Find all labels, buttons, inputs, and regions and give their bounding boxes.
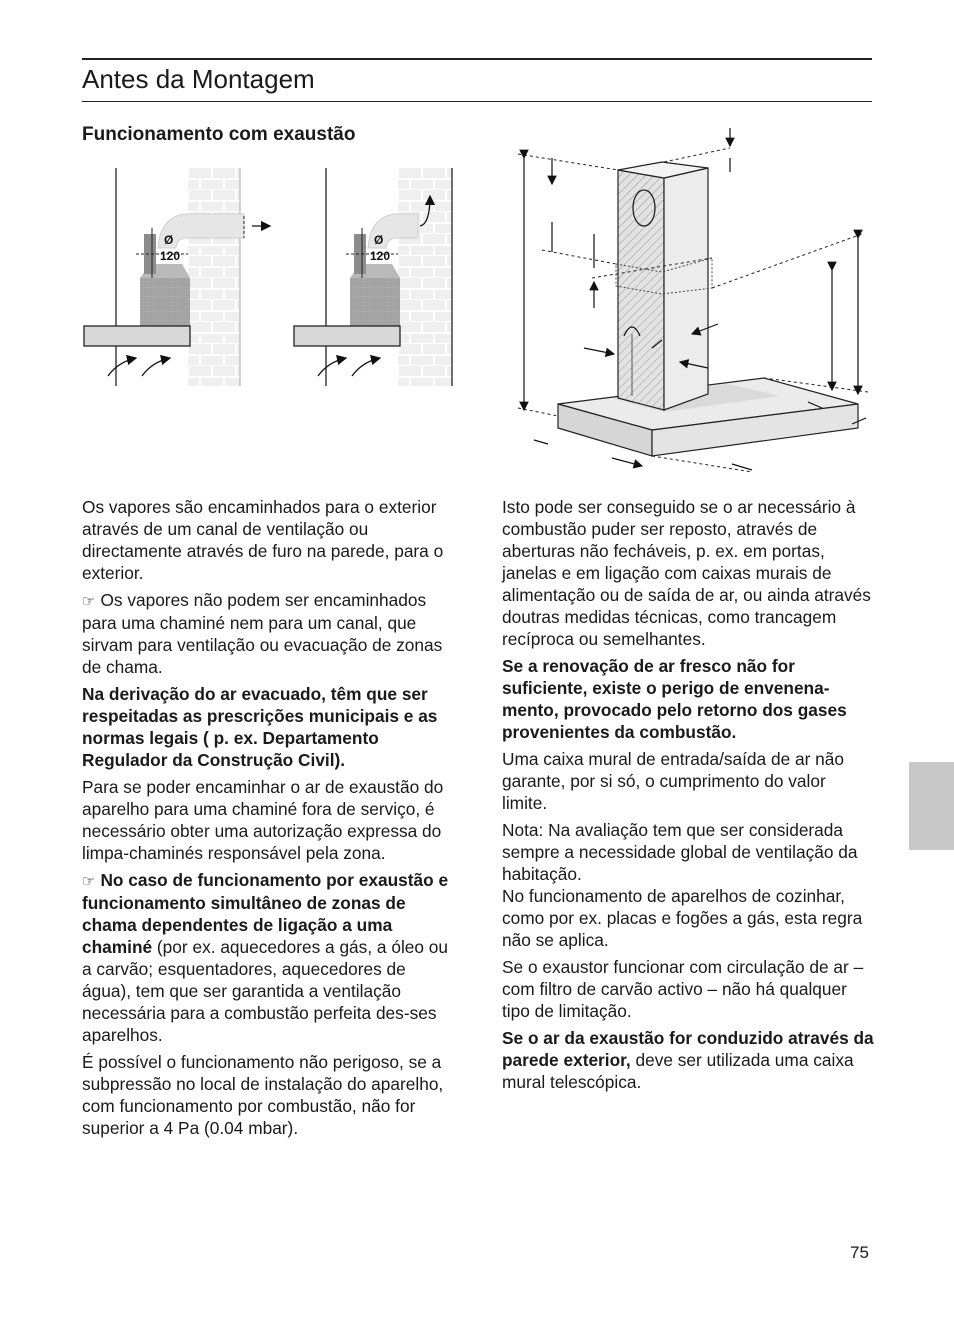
diameter-value: 120 (160, 249, 181, 263)
paragraph: Para se poder encaminhar o ar de exaustão do aparelho para uma chaminé fora de serviço, é necessário obter uma autorização expressa do limpa-chaminés responsável pela zona. (82, 777, 444, 863)
paragraph: É possível o funcionamento não perigoso, se a subpressão no local de instalação do aparelho, com funcionamento por combustão, não for superior a 4 Pa (0.04 mbar). (82, 1052, 444, 1138)
wall-exhaust-diagram (294, 168, 459, 388)
bold-paragraph: Na derivação do ar evacuado, têm que ser respeitadas as prescrições municipais e as normas legais ( p. ex. Departamento Regulador da Construção Civil). (82, 684, 438, 770)
diameter-symbol: Ø (164, 233, 174, 247)
left-text-column (82, 496, 454, 1144)
paragraph: Uma caixa mural de entrada/saída de ar não garante, por si só, o cumprimento do valor limite. (502, 749, 844, 813)
page-title: Antes da Montagem (82, 64, 315, 94)
header-rule-top (82, 58, 872, 60)
duct-exhaust-diagram (84, 168, 274, 388)
diameter-symbol-2: Ø (374, 233, 384, 247)
paragraph: Os vapores são encaminhados para o exterior através de um canal de ventilação ou directamente através de furo na parede, para o exterior. (82, 497, 444, 583)
chapter-tab-marker (909, 762, 954, 850)
paragraph: Isto pode ser conseguido se o ar necessário à combustão puder ser reposto, através de aberturas não fecháveis, p. ex. em portas, janelas e em ligação com caixas murais de alimentação ou de saída de ar, ou ainda através doutras medidas técnicas, como trancagem recíproca ou semelhantes. (502, 497, 871, 649)
diameter-value-2: 120 (370, 249, 391, 263)
right-text-column (502, 496, 874, 1098)
chimney-hood-dimension-diagram (512, 122, 872, 482)
bold-paragraph: Se a renovação de ar fresco não for suficiente, existe o perigo de envenena-mento, provocado pelo retorno dos gases provenientes da combustão. (502, 656, 847, 742)
header-rule-bottom (82, 101, 872, 102)
note-paragraph: Nota: Na avaliação tem que ser considerada sempre a necessidade global de ventilação da habitação. No funcionamento de aparelhos de cozinhar, como por ex. placas e fogões a gás, esta regra não se aplica. (502, 820, 863, 950)
paragraph: Se o ar da exaustão for conduzido através da parede exterior, deve ser utilizada uma caixa mural telescópica. (502, 1028, 874, 1092)
page-number: 75 (850, 1243, 869, 1262)
section-heading: Funcionamento com exaustão (82, 124, 356, 145)
pointing-hand-icon: ☞ (82, 592, 96, 610)
pointing-hand-icon: ☞ (82, 872, 96, 890)
warning-paragraph: ☞ No caso de funcionamento por exaustão e funcionamento simultâneo de zonas de chama dependentes de ligação a uma chaminé (por ex. aquecedores a gás, a óleo ou a carvão; esquentadores, aquecedores de água), tem que ser garantida a ventilação necessária para a combustão perfeita des-ses aparelhos. (82, 870, 449, 1045)
warning-paragraph: ☞ Os vapores não podem ser encaminhados para uma chaminé nem para um canal, que sirvam para ventilação ou evacuação de zonas de chama. (82, 590, 443, 677)
paragraph: Se o exaustor funcionar com circulação de ar – com filtro de carvão activo – não há qualquer tipo de limitação. (502, 957, 864, 1021)
